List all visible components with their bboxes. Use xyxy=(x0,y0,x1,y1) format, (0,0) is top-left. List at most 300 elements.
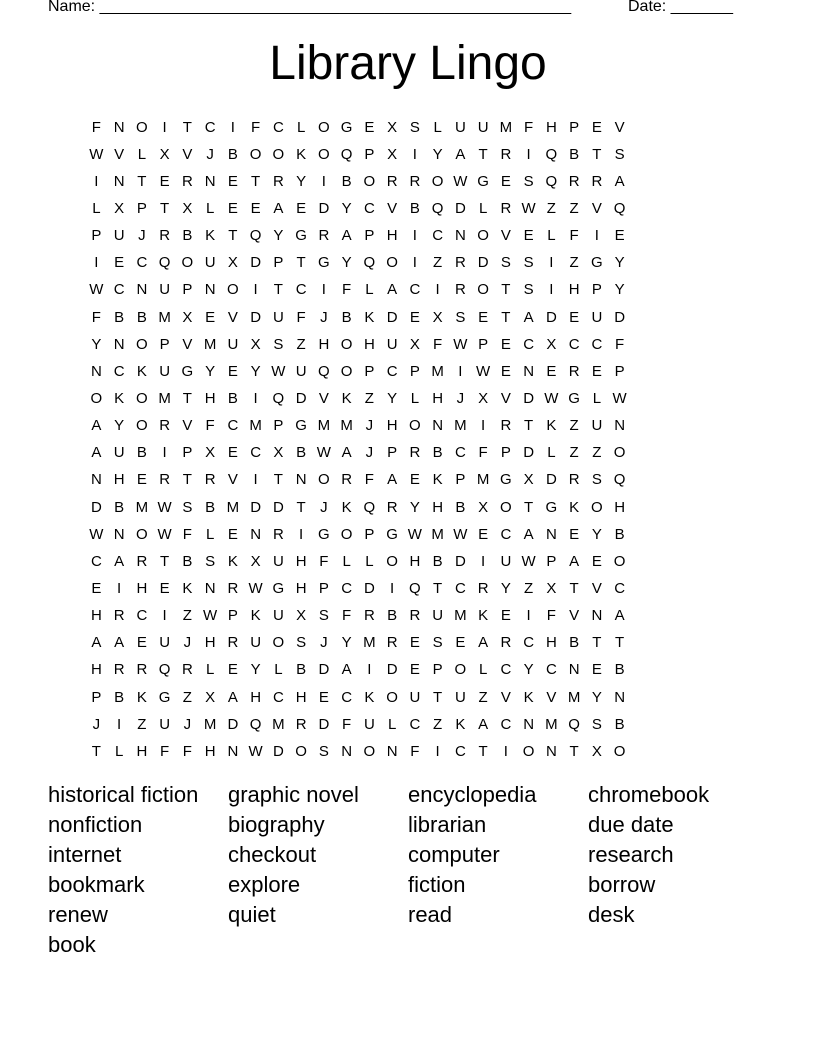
grid-letter: Y xyxy=(614,281,625,299)
grid-letter: B xyxy=(455,498,466,516)
grid-letter: C xyxy=(90,552,102,570)
grid-letter: E xyxy=(478,308,489,326)
grid-letter: P xyxy=(387,444,398,462)
grid-letter: Y xyxy=(91,335,102,353)
grid-letter: Z xyxy=(182,688,192,706)
grid-letter: R xyxy=(159,471,171,489)
grid-letter: B xyxy=(569,634,580,652)
grid-letter: L xyxy=(205,525,215,543)
grid-letter: B xyxy=(614,661,625,679)
grid-letter: P xyxy=(569,118,580,136)
grid-letter: R xyxy=(409,172,421,190)
grid-letter: X xyxy=(409,335,420,353)
grid-letter: F xyxy=(91,118,101,136)
grid-letter: P xyxy=(409,362,420,380)
grid-letter: W xyxy=(89,145,104,163)
grid-letter: E xyxy=(614,227,625,245)
grid-letter: X xyxy=(273,444,284,462)
grid-letter: S xyxy=(205,552,216,570)
grid-row xyxy=(85,684,631,711)
grid-letter: Z xyxy=(364,389,374,407)
grid-letter: W xyxy=(521,199,536,217)
grid-letter: P xyxy=(364,227,375,245)
grid-letter: I xyxy=(253,281,258,299)
grid-letter: C xyxy=(272,118,284,136)
grid-letter: W xyxy=(157,525,172,543)
grid-letter: N xyxy=(591,607,603,625)
grid-letter: Q xyxy=(158,661,171,679)
grid-letter: I xyxy=(253,471,258,489)
grid-letter: K xyxy=(341,498,352,516)
grid-letter: R xyxy=(386,498,398,516)
grid-letter: E xyxy=(409,308,420,326)
grid-row xyxy=(85,575,631,602)
grid-letter: A xyxy=(614,172,625,190)
grid-row xyxy=(85,521,631,548)
grid-letter: X xyxy=(227,254,238,272)
grid-letter: K xyxy=(114,389,125,407)
grid-letter: H xyxy=(568,281,580,299)
grid-letter: H xyxy=(386,417,398,435)
grid-letter: U xyxy=(363,715,375,733)
grid-letter: S xyxy=(523,172,534,190)
grid-letter: E xyxy=(318,688,329,706)
grid-letter: M xyxy=(340,417,353,435)
grid-letter: T xyxy=(182,118,192,136)
grid-letter: J xyxy=(92,715,101,733)
grid-letter: O xyxy=(227,281,239,299)
grid-letter: Y xyxy=(296,172,307,190)
grid-letter: Z xyxy=(592,444,602,462)
grid-letter: Q xyxy=(431,199,444,217)
grid-letter: C xyxy=(500,661,512,679)
grid-letter: K xyxy=(523,688,534,706)
grid-letter: A xyxy=(387,281,398,299)
grid-letter: O xyxy=(363,172,376,190)
grid-letter: K xyxy=(250,607,261,625)
grid-letter: M xyxy=(226,498,240,516)
grid-row xyxy=(85,168,631,195)
grid-letter: D xyxy=(318,715,330,733)
grid-letter: O xyxy=(477,227,489,245)
grid-letter: L xyxy=(205,199,215,217)
grid-row xyxy=(85,277,631,304)
grid-letter: O xyxy=(136,118,148,136)
grid-letter: E xyxy=(591,362,602,380)
grid-letter: P xyxy=(591,281,602,299)
grid-letter: A xyxy=(341,444,352,462)
grid-letter: R xyxy=(500,199,512,217)
grid-letter: T xyxy=(296,498,306,516)
grid-letter: A xyxy=(523,308,534,326)
grid-letter: N xyxy=(204,579,216,597)
grid-letter: R xyxy=(204,471,216,489)
grid-letter: J xyxy=(206,145,214,163)
grid-letter: X xyxy=(205,688,216,706)
grid-letter: U xyxy=(159,362,171,380)
grid-letter: C xyxy=(614,579,626,597)
grid-letter: U xyxy=(113,444,125,462)
grid-letter: M xyxy=(249,417,262,435)
grid-letter: L xyxy=(296,118,306,136)
grid-letter: B xyxy=(296,661,307,679)
word-list-item: encyclopedia xyxy=(408,782,537,807)
grid-letter: O xyxy=(613,742,626,760)
name-field-label: Name: _____________________________________________________ xyxy=(48,0,572,15)
grid-letter: G xyxy=(591,254,603,272)
grid-letter: W xyxy=(89,281,104,299)
grid-letter: D xyxy=(523,389,535,407)
grid-letter: R xyxy=(386,172,398,190)
grid-letter: X xyxy=(591,742,602,760)
grid-letter: D xyxy=(477,254,489,272)
grid-letter: K xyxy=(569,498,580,516)
grid-letter: P xyxy=(273,417,284,435)
grid-letter: R xyxy=(500,145,512,163)
grid-letter: J xyxy=(320,308,328,326)
grid-letter: H xyxy=(250,688,262,706)
grid-letter: B xyxy=(182,552,193,570)
grid-letter: E xyxy=(364,118,375,136)
grid-letter: O xyxy=(409,417,421,435)
grid-letter: O xyxy=(272,145,285,163)
grid-letter: Y xyxy=(341,254,352,272)
grid-row xyxy=(85,413,631,440)
grid-letter: E xyxy=(227,199,238,217)
grid-row xyxy=(85,195,631,222)
grid-letter: M xyxy=(158,389,171,407)
grid-letter: P xyxy=(364,362,375,380)
grid-letter: T xyxy=(569,742,579,760)
grid-letter: E xyxy=(409,471,420,489)
grid-letter: Q xyxy=(363,254,376,272)
grid-letter: P xyxy=(182,444,193,462)
grid-letter: W xyxy=(544,389,559,407)
grid-letter: X xyxy=(478,389,489,407)
grid-letter: H xyxy=(90,607,102,625)
grid-letter: O xyxy=(613,444,626,462)
grid-letter: E xyxy=(455,634,466,652)
grid-letter: G xyxy=(272,579,285,597)
grid-letter: G xyxy=(545,498,558,516)
grid-letter: K xyxy=(136,688,147,706)
grid-letter: D xyxy=(90,498,102,516)
grid-letter: Q xyxy=(340,145,353,163)
grid-letter: I xyxy=(526,145,531,163)
grid-letter: T xyxy=(501,281,511,299)
grid-letter: K xyxy=(546,417,557,435)
grid-letter: O xyxy=(431,172,444,190)
grid-letter: E xyxy=(591,661,602,679)
grid-letter: U xyxy=(272,607,284,625)
grid-letter: O xyxy=(340,362,353,380)
grid-letter: A xyxy=(523,525,534,543)
grid-letter: A xyxy=(227,688,238,706)
grid-letter: R xyxy=(500,634,512,652)
grid-letter: I xyxy=(94,254,99,272)
grid-letter: O xyxy=(591,498,603,516)
grid-letter: F xyxy=(296,308,306,326)
grid-letter: M xyxy=(431,362,444,380)
grid-letter: J xyxy=(183,634,192,652)
grid-letter: Q xyxy=(272,389,285,407)
word-list-item: chromebook xyxy=(588,782,710,807)
grid-letter: W xyxy=(248,742,263,760)
grid-letter: V xyxy=(500,389,511,407)
grid-letter: T xyxy=(501,308,511,326)
grid-letter: K xyxy=(341,389,352,407)
grid-letter: W xyxy=(453,172,468,190)
grid-letter: T xyxy=(137,172,147,190)
grid-letter: S xyxy=(296,634,307,652)
grid-letter: T xyxy=(228,227,238,245)
grid-letter: G xyxy=(318,525,330,543)
grid-letter: I xyxy=(412,254,417,272)
grid-letter: A xyxy=(569,552,580,570)
grid-letter: N xyxy=(90,362,102,380)
grid-letter: T xyxy=(569,579,579,597)
grid-letter: Q xyxy=(249,715,262,733)
grid-letter: F xyxy=(364,471,374,489)
grid-letter: X xyxy=(546,335,557,353)
grid-letter: L xyxy=(92,199,101,217)
grid-letter: L xyxy=(478,661,488,679)
grid-letter: K xyxy=(478,607,489,625)
grid-letter: O xyxy=(136,335,148,353)
grid-letter: N xyxy=(523,362,535,380)
grid-letter: C xyxy=(363,199,375,217)
grid-letter: R xyxy=(341,471,353,489)
grid-letter: U xyxy=(272,552,284,570)
grid-letter: N xyxy=(545,525,557,543)
grid-letter: D xyxy=(454,199,466,217)
grid-letter: J xyxy=(320,498,328,516)
grid-letter: D xyxy=(386,308,398,326)
grid-letter: O xyxy=(318,471,330,489)
word-list xyxy=(48,780,768,960)
grid-letter: E xyxy=(591,118,602,136)
grid-letter: O xyxy=(454,661,467,679)
grid-letter: F xyxy=(160,742,170,760)
grid-letter: C xyxy=(500,715,512,733)
grid-letter: N xyxy=(113,335,125,353)
grid-letter: U xyxy=(432,607,444,625)
grid-letter: Y xyxy=(114,417,125,435)
grid-letter: N xyxy=(113,525,125,543)
grid-letter: Y xyxy=(614,254,625,272)
grid-letter: N xyxy=(227,742,239,760)
grid-letter: I xyxy=(435,281,440,299)
grid-letter: X xyxy=(546,579,557,597)
grid-letter: L xyxy=(547,444,556,462)
grid-letter: U xyxy=(113,227,125,245)
grid-letter: E xyxy=(136,471,147,489)
grid-letter: L xyxy=(387,715,397,733)
grid-letter: I xyxy=(367,661,372,679)
word-list-item: explore xyxy=(228,872,301,897)
grid-letter: H xyxy=(90,661,102,679)
grid-letter: E xyxy=(296,199,307,217)
grid-letter: N xyxy=(295,471,307,489)
grid-letter: B xyxy=(341,308,352,326)
word-list-item: nonfiction xyxy=(48,812,143,837)
grid-letter: C xyxy=(136,254,148,272)
grid-letter: I xyxy=(526,607,531,625)
grid-letter: A xyxy=(91,634,102,652)
grid-letter: H xyxy=(204,389,216,407)
grid-letter: W xyxy=(248,579,263,597)
grid-letter: O xyxy=(181,254,194,272)
grid-letter: U xyxy=(477,118,489,136)
grid-letter: Z xyxy=(569,199,579,217)
grid-letter: R xyxy=(568,362,580,380)
grid-letter: B xyxy=(296,444,307,462)
grid-letter: U xyxy=(454,688,466,706)
grid-letter: B xyxy=(114,308,125,326)
grid-letter: B xyxy=(136,308,147,326)
grid-letter: F xyxy=(410,742,420,760)
grid-row xyxy=(85,385,631,412)
grid-letter: D xyxy=(227,715,239,733)
grid-letter: R xyxy=(113,661,125,679)
grid-letter: C xyxy=(341,688,353,706)
grid-letter: K xyxy=(205,227,216,245)
grid-letter: D xyxy=(272,498,284,516)
grid-letter: A xyxy=(478,715,489,733)
grid-letter: F xyxy=(615,335,625,353)
grid-letter: M xyxy=(499,118,513,136)
grid-letter: V xyxy=(387,199,398,217)
grid-letter: N xyxy=(204,172,216,190)
grid-letter: D xyxy=(545,308,557,326)
grid-letter: T xyxy=(433,688,443,706)
grid-letter: L xyxy=(365,552,374,570)
grid-letter: R xyxy=(181,661,193,679)
grid-letter: Q xyxy=(545,145,558,163)
grid-letter: H xyxy=(204,742,216,760)
grid-letter: G xyxy=(181,362,194,380)
word-list-item: fiction xyxy=(408,872,466,897)
grid-letter: E xyxy=(136,634,147,652)
grid-letter: R xyxy=(227,634,239,652)
grid-letter: S xyxy=(500,254,511,272)
grid-letter: Q xyxy=(613,471,626,489)
grid-letter: D xyxy=(250,498,262,516)
grid-letter: I xyxy=(412,145,417,163)
grid-letter: F xyxy=(205,417,215,435)
grid-row xyxy=(85,114,631,141)
grid-letter: T xyxy=(160,552,170,570)
grid-letter: I xyxy=(117,579,122,597)
grid-letter: I xyxy=(230,118,235,136)
grid-row xyxy=(85,358,631,385)
grid-letter: C xyxy=(432,227,444,245)
grid-letter: W xyxy=(521,552,536,570)
grid-letter: A xyxy=(387,471,398,489)
grid-letter: C xyxy=(545,661,557,679)
grid-letter: X xyxy=(387,118,398,136)
grid-letter: A xyxy=(91,444,102,462)
grid-letter: U xyxy=(159,715,171,733)
grid-row xyxy=(85,467,631,494)
grid-letter: H xyxy=(432,498,444,516)
grid-letter: U xyxy=(591,417,603,435)
grid-letter: Z xyxy=(546,199,556,217)
grid-letter: E xyxy=(227,525,238,543)
grid-letter: F xyxy=(342,607,352,625)
grid-letter: P xyxy=(182,281,193,299)
grid-letter: L xyxy=(114,742,124,760)
grid-letter: E xyxy=(409,661,420,679)
grid-letter: V xyxy=(614,118,625,136)
grid-letter: U xyxy=(409,688,421,706)
grid-letter: Q xyxy=(363,498,376,516)
grid-letter: W xyxy=(203,607,218,625)
grid-letter: C xyxy=(272,688,284,706)
grid-letter: R xyxy=(568,172,580,190)
grid-letter: O xyxy=(522,742,535,760)
grid-letter: H xyxy=(295,688,307,706)
grid-letter: C xyxy=(227,417,239,435)
grid-letter: Z xyxy=(569,417,579,435)
grid-letter: W xyxy=(453,525,468,543)
grid-letter: T xyxy=(592,145,602,163)
grid-letter: J xyxy=(183,715,192,733)
grid-letter: C xyxy=(409,281,421,299)
grid-letter: R xyxy=(136,552,148,570)
grid-letter: M xyxy=(203,715,217,733)
grid-letter: S xyxy=(591,715,602,733)
grid-letter: K xyxy=(364,308,375,326)
grid-letter: J xyxy=(138,227,146,245)
grid-letter: Y xyxy=(523,661,534,679)
grid-letter: V xyxy=(546,688,557,706)
grid-letter: Y xyxy=(341,199,352,217)
grid-letter: C xyxy=(113,281,125,299)
grid-letter: B xyxy=(569,145,580,163)
grid-row xyxy=(85,141,631,168)
grid-letter: V xyxy=(114,145,125,163)
grid-letter: P xyxy=(91,227,102,245)
grid-letter: O xyxy=(272,634,285,652)
grid-letter: Q xyxy=(409,579,421,597)
grid-letter: K xyxy=(364,688,375,706)
grid-row xyxy=(85,440,631,467)
grid-letter: D xyxy=(250,308,262,326)
grid-letter: I xyxy=(481,417,486,435)
grid-letter: R xyxy=(363,607,375,625)
grid-letter: X xyxy=(205,444,216,462)
grid-letter: X xyxy=(523,471,534,489)
grid-letter: H xyxy=(409,552,421,570)
grid-letter: N xyxy=(386,742,398,760)
grid-letter: O xyxy=(477,281,489,299)
grid-letter: F xyxy=(182,525,192,543)
grid-letter: O xyxy=(500,498,512,516)
grid-letter: Q xyxy=(249,227,262,245)
word-list-item: book xyxy=(48,932,96,957)
grid-row xyxy=(85,250,631,277)
grid-letter: S xyxy=(591,471,602,489)
grid-letter: A xyxy=(273,199,284,217)
grid-row xyxy=(85,494,631,521)
grid-letter: C xyxy=(136,607,148,625)
grid-letter: I xyxy=(458,362,463,380)
grid-letter: U xyxy=(295,362,307,380)
grid-letter: C xyxy=(250,444,262,462)
grid-letter: C xyxy=(386,362,398,380)
grid-letter: X xyxy=(250,335,261,353)
